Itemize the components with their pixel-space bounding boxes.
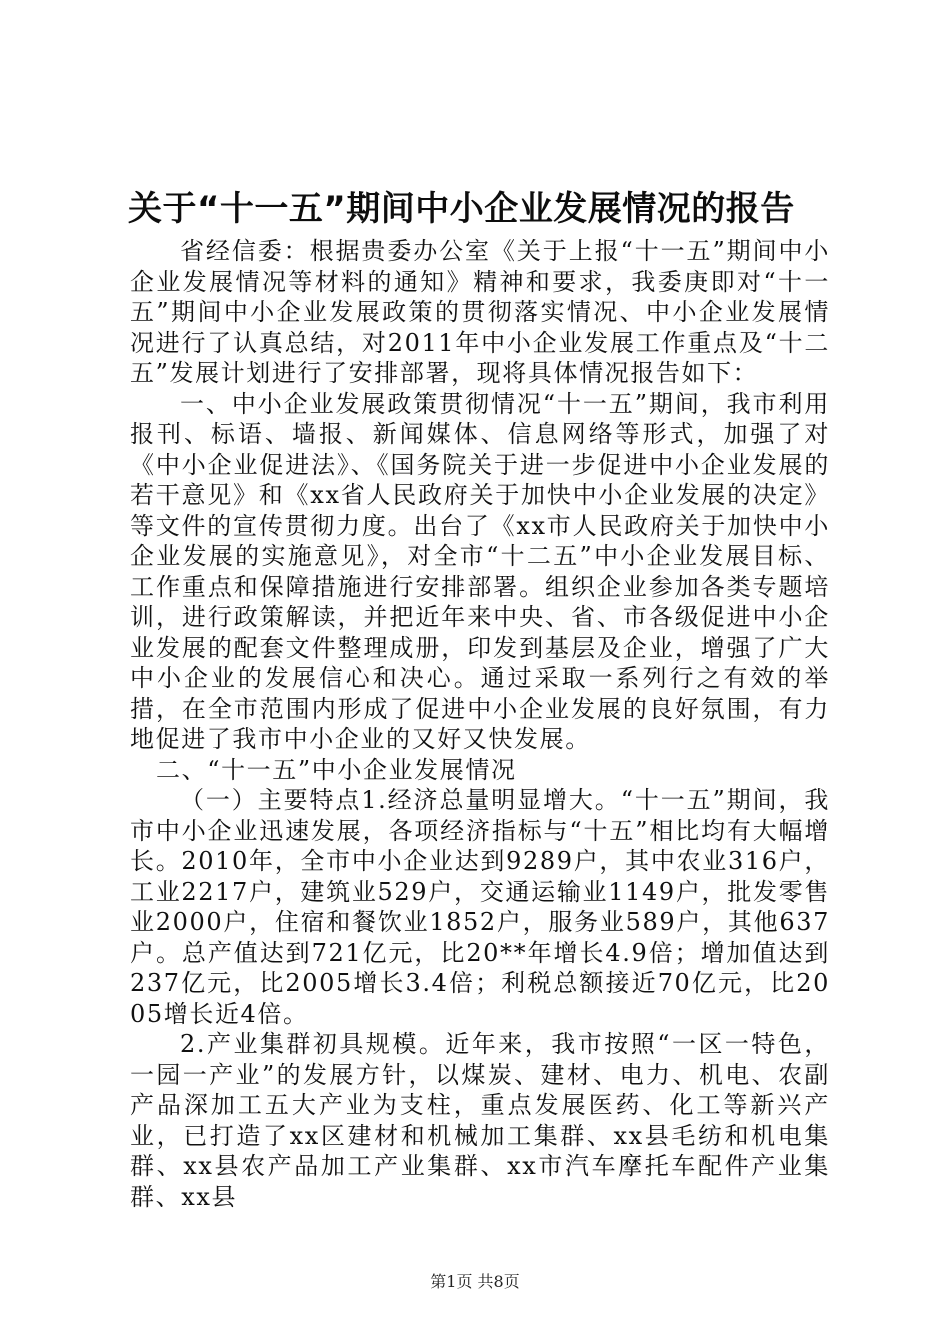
paragraph-intro: 省经信委：根据贵委办公室《关于上报“十一五”期间中小企业发展情况等材料的通知》精神和要求，我委庚即对“十一五”期间中小企业发展政策的贯彻落实情况、中小企业发展情况进行了认真总结，对2011年中小企业发展工作重点及“十二五”发展计划进行了安排部署，现将具体情况报告如下： [130, 237, 830, 387]
paragraph-main-features: （一）主要特点1.经济总量明显增大。“十一五”期间，我市中小企业迅速发展，各项经济指标与“十五”相比均有大幅增长。2010年，全市中小企业达到9289户，其中农业316户，工业2217户，建筑业529户，交通运输业1149户，批发零售业2000户，住宿和餐饮业1852户，服务业589户，其他637户。总产值达到721亿元，比20**年增长4.9倍；增加值达到237亿元，比2005增长3.4倍；利税总额接近70亿元，比2005增长近4倍。 [130, 786, 830, 1028]
paragraph-section-1: 一、中小企业发展政策贯彻情况“十一五”期间，我市利用报刊、标语、墙报、新闻媒体、信息网络等形式，加强了对《中小企业促进法》、《国务院关于进一步促进中小企业发展的若干意见》和《xx省人民政府关于加快中小企业发展的决定》等文件的宣传贯彻力度。出台了《xx市人民政府关于加快中小企业发展的实施意见》，对全市“十二五”中小企业发展目标、工作重点和保障措施进行安排部署。组织企业参加各类专题培训，进行政策解读，并把近年来中央、省、市各级促进中小企业发展的配套文件整理成册，印发到基层及企业，增强了广大中小企业的发展信心和决心。通过采取一系列行之有效的举措，在全市范围内形成了促进中小企业发展的良好氛围，有力地促进了我市中小企业的又好又快发展。 [130, 389, 830, 753]
document-title: 关于“十一五”期间中小企业发展情况的报告 [128, 189, 795, 229]
page-number-footer: 第1页 共8页 [430, 1272, 520, 1291]
section-heading-2: 二、“十一五”中小企业发展情况 [156, 755, 517, 784]
document-body [130, 236, 830, 1212]
paragraph-industry-clusters: 2.产业集群初具规模。近年来，我市按照“一区一特色，一园一产业”的发展方针，以煤炭、建材、电力、机电、农副产品深加工五大产业为支柱，重点发展医药、化工等新兴产业，已打造了xx区建材和机械加工集群、xx县毛纺和机电集群、xx县农产品加工产业集群、xx市汽车摩托车配件产业集群、xx县 [130, 1030, 830, 1211]
